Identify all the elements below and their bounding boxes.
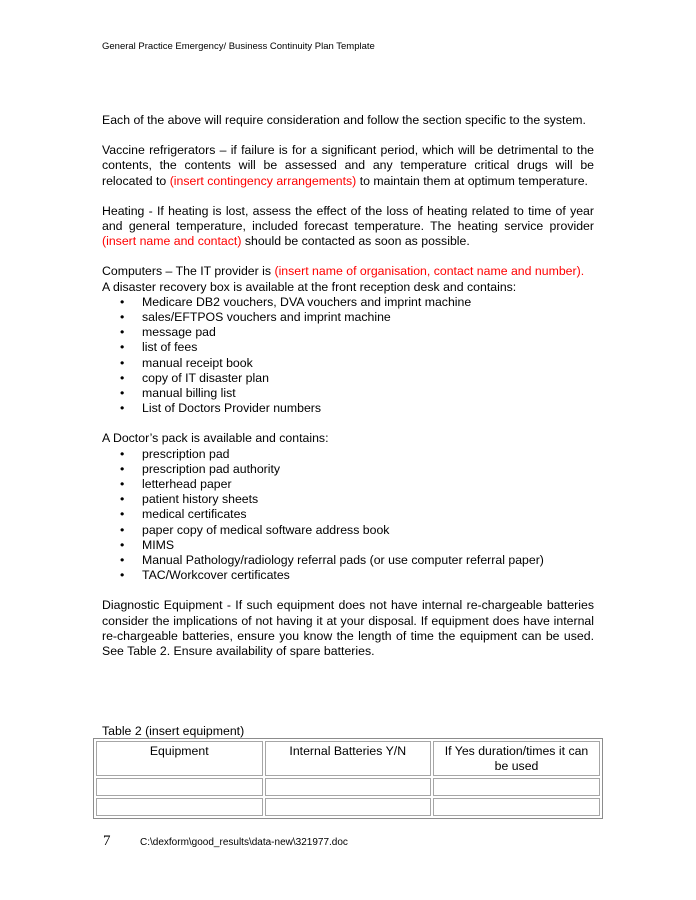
file-path: C:\dexform\good_results\data-new\321977.doc <box>140 837 348 848</box>
list-item: • list of fees <box>102 340 594 355</box>
table-header-cell: If Yes duration/times it can be used <box>433 741 600 776</box>
list-item: • manual billing list <box>102 386 594 401</box>
computers-paragraph <box>102 264 594 294</box>
list-item: • MIMS <box>102 538 594 553</box>
table-row <box>96 798 600 816</box>
equipment-table <box>93 738 603 819</box>
list-item: • message pad <box>102 325 594 340</box>
document-body <box>102 113 594 659</box>
page-number: 7 <box>103 833 111 849</box>
list-item: • prescription pad <box>102 447 594 462</box>
table-header-cell: Internal Batteries Y/N <box>265 741 432 776</box>
heating-placeholder: (insert name and contact) <box>102 234 242 249</box>
doctors-pack-list <box>102 447 594 584</box>
table-cell[interactable] <box>265 798 432 816</box>
list-item: • List of Doctors Provider numbers <box>102 401 594 416</box>
list-item: • medical certificates <box>102 507 594 522</box>
table-cell[interactable] <box>433 778 600 796</box>
list-item: • paper copy of medical software address book <box>102 523 594 538</box>
table-cell[interactable] <box>433 798 600 816</box>
disaster-box-list <box>102 295 594 417</box>
computers-text: Computers – The IT provider is <box>102 264 275 279</box>
computers-text-line2: A disaster recovery box is available at the front reception desk and contains: <box>102 279 517 294</box>
list-item: • sales/EFTPOS vouchers and imprint machine <box>102 310 594 325</box>
vaccine-placeholder: (insert contingency arrangements) <box>169 173 357 188</box>
table-row <box>96 778 600 796</box>
list-item: • patient history sheets <box>102 492 594 507</box>
table-header-row <box>96 741 600 776</box>
list-item: • Medicare DB2 vouchers, DVA vouchers and imprint machine <box>102 295 594 310</box>
doctors-pack-heading: A Doctor’s pack is available and contains: <box>102 431 329 446</box>
heating-text-end: should be contacted as soon as possible. <box>241 234 470 249</box>
list-item: • copy of IT disaster plan <box>102 371 594 386</box>
heating-text: Heating - If heating is lost, assess the effect of the loss of heating related to time of year and general temperature, included forecast temperature. The heating service provider <box>102 203 594 234</box>
table-header-cell: Equipment <box>96 741 263 776</box>
page-header: General Practice Emergency/ Business Continuity Plan Template <box>102 41 375 52</box>
computers-placeholder: (insert name of organisation, contact name and number). <box>274 264 585 279</box>
vaccine-paragraph <box>102 143 594 189</box>
table-cell[interactable] <box>96 798 263 816</box>
list-item: • manual receipt book <box>102 356 594 371</box>
list-item: • letterhead paper <box>102 477 594 492</box>
list-item: • TAC/Workcover certificates <box>102 568 594 583</box>
intro-paragraph: Each of the above will require consideration and follow the section specific to the system. <box>102 113 586 127</box>
vaccine-text-end: to maintain them at optimum temperature. <box>356 173 588 188</box>
heating-paragraph <box>102 204 594 250</box>
table-caption: Table 2 (insert equipment) <box>102 724 245 738</box>
diagnostic-paragraph: Diagnostic Equipment - If such equipment does not have internal re-chargeable batteries consider the implications of not having it at your disposal. If equipment does have internal re-chargeable batteries, ensure you know the length of time the equipment can be used. See Table 2. Ensure availability of spare batteries. <box>102 598 594 659</box>
list-item: • prescription pad authority <box>102 462 594 477</box>
table-cell[interactable] <box>96 778 263 796</box>
list-item: • Manual Pathology/radiology referral pads (or use computer referral paper) <box>102 553 594 568</box>
vaccine-text: Vaccine refrigerators – if failure is for a significant period, which will be detrimental to the contents, the contents will be assessed and any temperature critical drugs will be relocated to <box>102 143 594 188</box>
table-cell[interactable] <box>265 778 432 796</box>
